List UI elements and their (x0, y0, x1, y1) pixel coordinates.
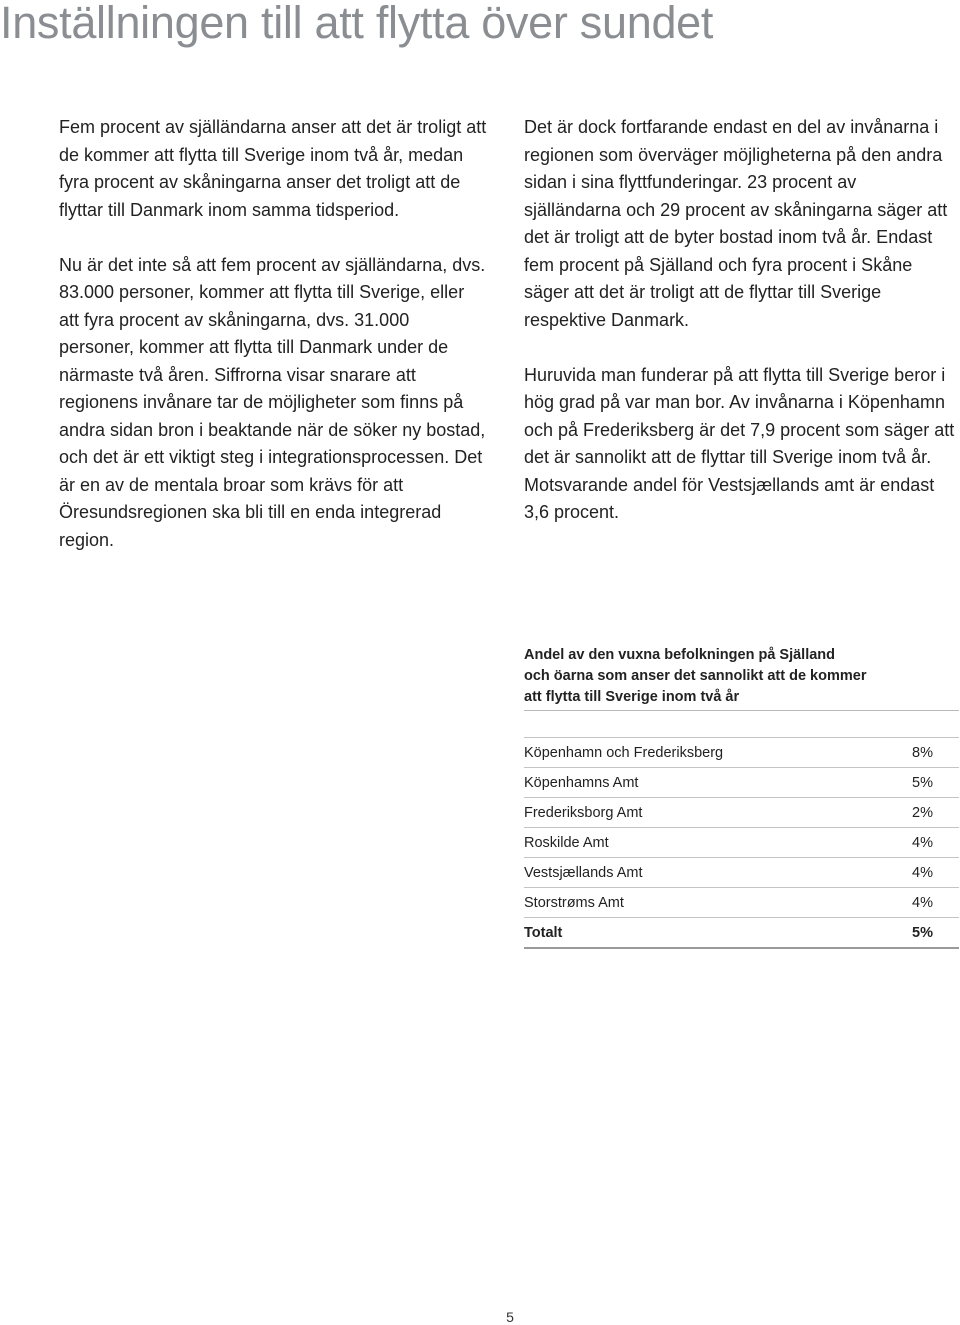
total-value: 5% (912, 924, 933, 941)
table-row (524, 798, 959, 828)
statistics-table-block (524, 645, 959, 949)
page-number: 5 (506, 1309, 514, 1325)
row-value: 8% (912, 744, 933, 761)
row-value: 4% (912, 834, 933, 851)
left-text-column (59, 114, 489, 582)
paragraph: Det är dock fortfarande endast en del av invånarna i regionen som överväger möjligheterna på den andra sidan i sina flyttfunderingar. 23 procent av själländarna och 29 procent av skåningarna säger att det är troligt att de byter bostad inom två år. Endast fem procent på Själland och fyra procent i Skåne säger att det är troligt att de flyttar till Sverige respektive Danmark. (524, 117, 948, 330)
row-label: Frederiksborg Amt (524, 804, 643, 821)
table-row (524, 768, 959, 798)
table-row (524, 888, 959, 918)
table-caption (524, 645, 959, 711)
paragraph: Huruvida man funderar på att flytta till Sverige beror i hög grad på var man bor. Av invånarna i Köpenhamn och på Frederiksberg är det 7,9 procent som säger att det är sannolikt att de flyttar till Sverige inom två år. Motsvarande andel för Vestsjællands amt är endast 3,6 procent. (524, 364, 955, 522)
page-title: Inställningen till att flytta över sundet (0, 0, 714, 48)
table-caption-line: Andel av den vuxna befolkningen på Själland (524, 647, 836, 663)
table-total-row (524, 918, 959, 949)
row-label: Köpenhamns Amt (524, 774, 639, 791)
row-label: Roskilde Amt (524, 834, 609, 851)
total-label: Totalt (524, 924, 563, 941)
row-label: Vestsjællands Amt (524, 864, 643, 881)
row-label: Köpenhamn och Frederiksberg (524, 744, 724, 761)
row-value: 4% (912, 894, 933, 911)
table-row (524, 738, 959, 768)
row-value: 4% (912, 864, 933, 881)
row-value: 5% (912, 774, 933, 791)
table-caption-line: och öarna som anser det sannolikt att de kommer (524, 668, 867, 684)
right-text-column (524, 114, 958, 554)
row-value: 2% (912, 804, 933, 821)
table-caption-line: att flytta till Sverige inom två år (524, 689, 740, 705)
row-label: Storstrøms Amt (524, 894, 624, 911)
table-row (524, 858, 959, 888)
table-row (524, 828, 959, 858)
statistics-table (524, 737, 959, 949)
paragraph: Nu är det inte så att fem procent av själländarna, dvs. 83.000 personer, kommer att flytta till Sverige, eller att fyra procent av skåningarna, dvs. 31.000 personer, kommer att flytta till Danmark under de närmaste två åren. Siffrorna visar snarare att regionens invånare tar de möjligheter som finns på andra sidan bron i beaktande när de söker ny bostad, och det är ett viktigt steg i integrationsprocessen. Det är en av de mentala broar som krävs för att Öresundsregionen ska bli till en enda integrerad region. (59, 254, 486, 550)
paragraph: Fem procent av själländarna anser att det är troligt att de kommer att flytta till Sverige inom två år, medan fyra procent av skåningarna anser det troligt att de flyttar till Danmark inom samma tidsperiod. (59, 117, 487, 220)
